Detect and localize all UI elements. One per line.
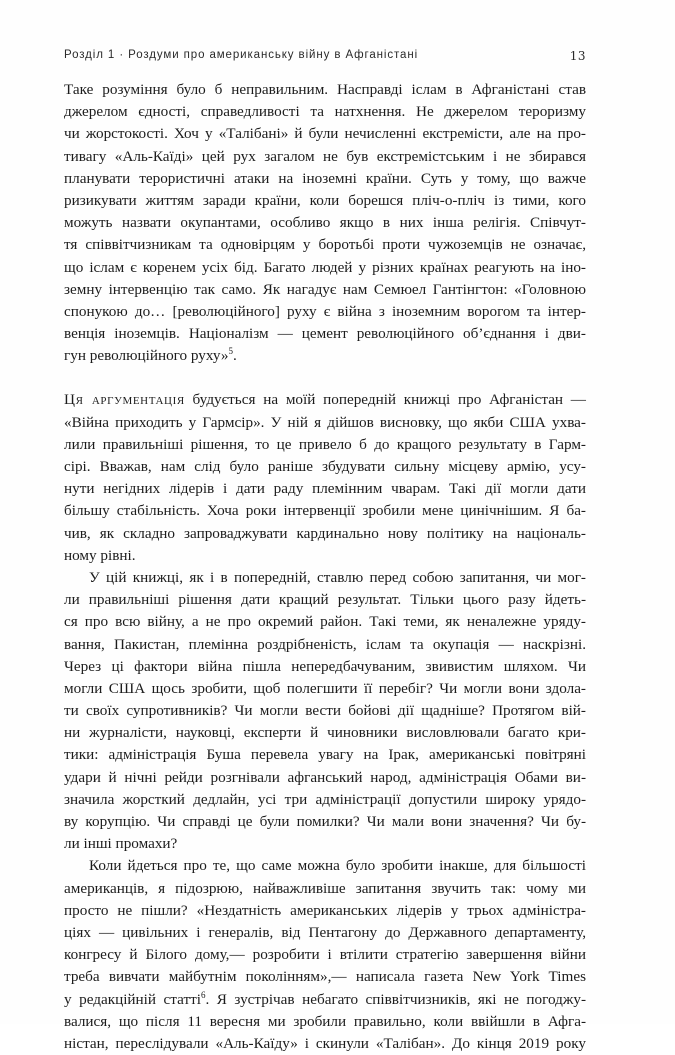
text-line: просто не пішли? «Нездатність американських лідерів у трьох адміністра- <box>64 901 586 919</box>
text-line: земну інтервенцію так само. Як нагадує нам Семюел Гантінгтон: «Головною <box>64 280 586 298</box>
text-fragment: у редакційній статті <box>64 990 201 1008</box>
text-line-last: ному рівні. <box>64 546 136 564</box>
text-line: ся про всю війну, а не про окремий район. Такі теми, як неналежне уряду- <box>64 613 586 631</box>
text-line: можуть назвати окупантами, особливо якщо в них інша релігія. Співчут- <box>64 214 586 232</box>
text-line: тя співвітчизникам та одновірцям у боротьбі проти чужоземців не означає, <box>64 236 586 254</box>
text-line: ву корупцію. Чи справді це були помилки? Чи мали вони значення? Чи бу- <box>64 813 586 830</box>
text-line: удари й нічні рейди розгнівали афганський народ, адміністрація Обами ви- <box>64 768 586 786</box>
paragraph-gap <box>64 367 586 389</box>
text-fragment: гун революційного руху» <box>64 347 229 365</box>
text-line: більшу стабільність. Хоча роки інтервенції зробили мене цинічнішим. Я ба- <box>64 502 586 520</box>
running-title: Розділ 1 · Роздуми про американську війну в Афганістані <box>64 49 419 61</box>
lead-in-smallcaps: Ця аргументація <box>64 391 185 409</box>
text-line: спонукою до… [революційного] руху є війна з іноземним ворогом та інтер- <box>64 302 586 320</box>
text-line: могли США щось зробити, щоб полегшити її перебіг? Чи могли вони здола- <box>64 679 586 697</box>
text-line: нути негідних лідерів і дати раду племінним чварам. Такі дії могли дати <box>64 480 586 498</box>
paragraph-1 <box>64 79 586 367</box>
footnote-ref-5[interactable]: 5 <box>228 346 233 357</box>
text-line: Через ці фактори війна пішла непередбачуваним, звивистим шляхом. Чи <box>64 657 586 675</box>
text-fragment: будується на моїй попередній книжці про Афганістан — <box>184 391 586 409</box>
text-line: ризикувати життям заради країни, коли борешся пліч-о-пліч із тими, кого <box>64 191 586 209</box>
paragraph-3 <box>64 567 586 855</box>
text-line: що іслам є коренем усіх бід. Багато людей у різних країнах реагують на іно- <box>64 258 586 276</box>
paragraph-4 <box>64 855 586 1055</box>
text-line: тики: адміністрація Буша перевела увагу на Ірак, американські повітряні <box>64 746 586 764</box>
text-line: значила жорсткий дедлайн, усі три адміністрації допустили широку урядо- <box>64 790 586 808</box>
text-line <box>64 989 586 1011</box>
text-line: треба вивчати майбутнім поколінням»,— написала газета New York Times <box>64 968 586 986</box>
text-line: чи жорстокості. Хоч у «Талібані» й були нечисленні екстремісти, але на про- <box>64 125 586 143</box>
text-line: ціях — цивільних і генералів, від Пентагону до Державного департаменту, <box>64 923 586 941</box>
text-line <box>64 389 586 411</box>
text-line-last: гун революційного руху»$^5$. <box>64 346 237 365</box>
text-line: тивагу «Аль-Каїді» цей рух загалом не був екстремістським і не збирався <box>64 147 586 165</box>
text-line: лили правильніші рішення, то це привело б до кращого результату в Гарм- <box>64 435 586 453</box>
text-line: валися, що після 11 вересня ми зробили правильно, коли ввійшли в Афга- <box>64 1012 586 1030</box>
paragraph-2 <box>64 389 586 567</box>
page-number: 13 <box>569 49 586 63</box>
text-line: ти своїх супротивників? Чи могли вести бойові дії щадніше? Протягом вій- <box>64 702 586 720</box>
text-fragment: . Я зустрічав небагато співвітчизників, які не погоджу- <box>205 990 587 1008</box>
text-line: вання, Пакистан, племінна роздрібненість, іслам та окупація — наскрізні. <box>64 635 586 653</box>
text-line: ли правильніші рішення дати кращий результат. Тільки цього разу йдеть- <box>64 591 586 609</box>
body-text <box>64 79 586 1055</box>
text-line: планувати терористичні атаки на іноземні країни. Суть у тому, що важче <box>64 169 586 187</box>
text-line: чив, як складно запроваджувати кардинально нову політику на національ- <box>64 524 586 542</box>
text-line: У цій книжці, як і в попередній, ставлю перед собою запитання, чи мог- <box>89 568 586 586</box>
text-line: джерелом єдності, справедливості та натхнення. Не джерелом тероризму <box>64 103 586 121</box>
running-head <box>64 49 586 69</box>
text-line: американців, я підозрюю, найважливіше запитання звучить так: чому ми <box>64 879 586 897</box>
text-line: ністан, переслідували «Аль-Каїду» і скинули «Талібан». До кінця 2019 року <box>64 1034 586 1052</box>
text-line: сірі. Вважав, нам слід було раніше збудувати сильну місцеву армію, усу- <box>64 458 586 475</box>
text-line: «Війна приходить у Гармсір». У ній я дійшов висновку, що якби США ухва- <box>64 413 586 431</box>
text-line: Таке розуміння було б неправильним. Насправді іслам в Афганістані став <box>64 81 586 98</box>
text-line-last: ли інші промахи? <box>64 835 178 853</box>
text-line: Коли йдеться про те, що саме можна було зробити інакше, для більшості <box>89 857 586 875</box>
text-line: ни журналісти, науковці, експерти й чиновники висловлювали багато кри- <box>64 724 586 742</box>
text-line: конгресу й Білого дому,— розробити і втілити стратегію завершення війни <box>64 946 586 964</box>
footnote-ref-6[interactable]: 6 <box>200 989 206 1000</box>
text-line: венція іноземців. Націоналізм — цемент революційного об’єднання і дви- <box>64 325 586 343</box>
